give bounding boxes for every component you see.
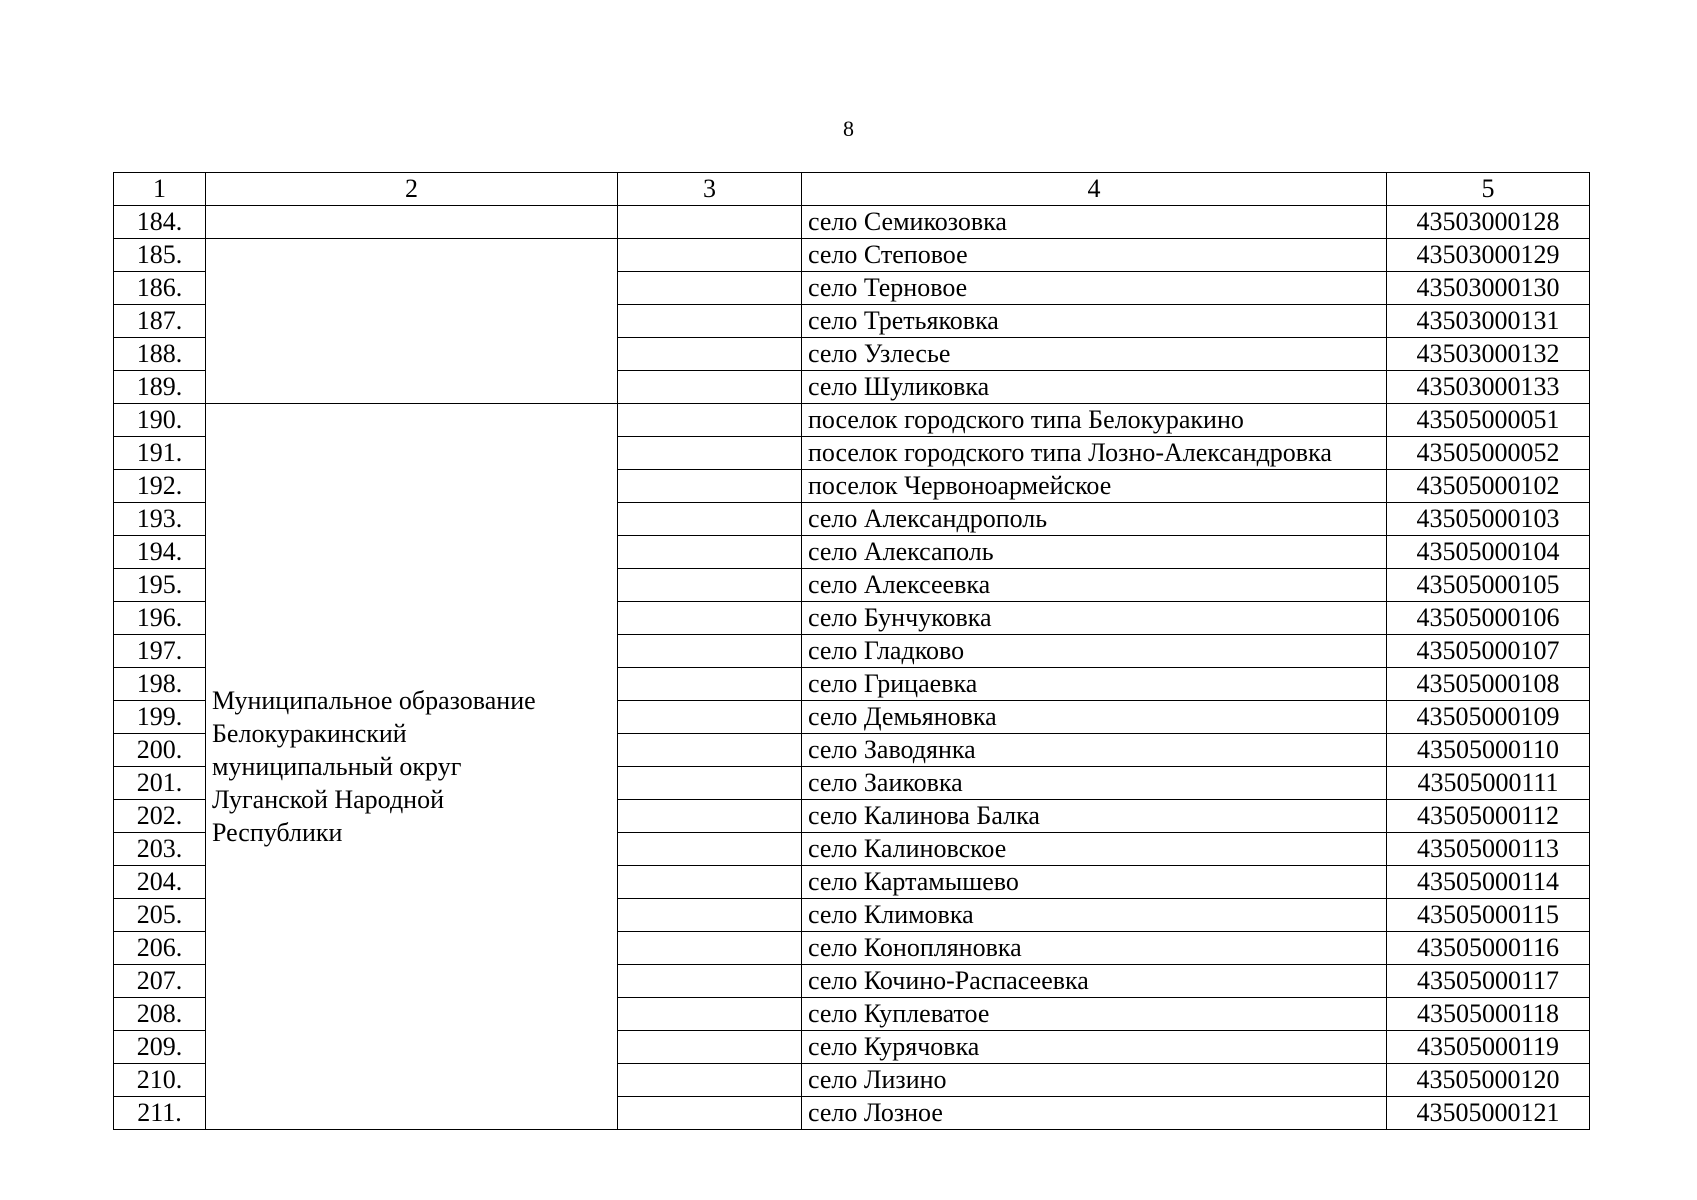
settlement-name: село Лизино: [802, 1064, 1387, 1097]
municipality-name-line: Республики: [212, 818, 343, 847]
settlement-name: село Бунчуковка: [802, 602, 1387, 635]
column-header: 3: [618, 173, 802, 206]
settlement-name: поселок городского типа Лозно-Александровка: [802, 437, 1387, 470]
settlement-code: 43503000133: [1387, 371, 1590, 404]
row-number: 190.: [114, 404, 206, 437]
row-number: 184.: [114, 206, 206, 239]
settlement-code: 43505000107: [1387, 635, 1590, 668]
empty-cell: [618, 503, 802, 536]
empty-cell: [618, 1031, 802, 1064]
settlement-name: село Лозное: [802, 1097, 1387, 1130]
settlement-name: село Узлесье: [802, 338, 1387, 371]
settlement-code: 43505000115: [1387, 899, 1590, 932]
settlement-code: 43503000132: [1387, 338, 1590, 371]
row-number: 206.: [114, 932, 206, 965]
page-number: 8: [843, 116, 854, 141]
settlement-name: село Демьяновка: [802, 701, 1387, 734]
settlement-code: 43505000111: [1387, 767, 1590, 800]
row-number: 197.: [114, 635, 206, 668]
settlement-code: 43505000114: [1387, 866, 1590, 899]
settlement-code: 43505000121: [1387, 1097, 1590, 1130]
table-row: [114, 239, 1590, 272]
row-number: 203.: [114, 833, 206, 866]
settlement-name: село Коноплянoвка: [802, 932, 1387, 965]
settlement-name: поселок Червоноармейское: [802, 470, 1387, 503]
row-number: 200.: [114, 734, 206, 767]
table-row: [114, 404, 1590, 437]
settlements-table: [113, 172, 1590, 1130]
municipality-name-line: Белокуракинский: [212, 719, 407, 748]
empty-cell: [618, 437, 802, 470]
municipality-name-line: Муниципальное образование: [212, 686, 536, 715]
row-number: 211.: [114, 1097, 206, 1130]
settlement-name: поселок городского типа Белокуракино: [802, 404, 1387, 437]
empty-cell: [618, 635, 802, 668]
settlement-name: село Гладково: [802, 635, 1387, 668]
column-header: 4: [802, 173, 1387, 206]
empty-cell: [618, 305, 802, 338]
settlement-code: 43505000109: [1387, 701, 1590, 734]
empty-cell: [618, 767, 802, 800]
settlement-code: 43505000116: [1387, 932, 1590, 965]
settlement-code: 43505000106: [1387, 602, 1590, 635]
empty-cell: [618, 602, 802, 635]
settlement-name: село Терновое: [802, 272, 1387, 305]
row-number: 186.: [114, 272, 206, 305]
settlement-name: село Шуликовка: [802, 371, 1387, 404]
empty-cell: [618, 701, 802, 734]
settlement-code: 43505000119: [1387, 1031, 1590, 1064]
settlement-code: 43505000118: [1387, 998, 1590, 1031]
settlement-code: 43505000117: [1387, 965, 1590, 998]
row-number: 205.: [114, 899, 206, 932]
settlement-name: село Заводянка: [802, 734, 1387, 767]
settlement-name: село Алексаполь: [802, 536, 1387, 569]
empty-cell: [618, 899, 802, 932]
settlement-code: 43505000052: [1387, 437, 1590, 470]
empty-cell: [618, 569, 802, 602]
settlement-code: 43503000130: [1387, 272, 1590, 305]
settlement-code: 43505000112: [1387, 800, 1590, 833]
settlement-name: село Калиновское: [802, 833, 1387, 866]
row-number: 204.: [114, 866, 206, 899]
settlement-code: 43503000131: [1387, 305, 1590, 338]
settlement-name: село Степовое: [802, 239, 1387, 272]
empty-cell: [618, 668, 802, 701]
settlement-name: село Заиковка: [802, 767, 1387, 800]
settlement-code: 43505000104: [1387, 536, 1590, 569]
empty-cell: [618, 932, 802, 965]
settlement-name: село Алексеевка: [802, 569, 1387, 602]
settlement-code: 43505000113: [1387, 833, 1590, 866]
row-number: 187.: [114, 305, 206, 338]
row-number: 191.: [114, 437, 206, 470]
row-number: 209.: [114, 1031, 206, 1064]
row-number: 194.: [114, 536, 206, 569]
row-number: 210.: [114, 1064, 206, 1097]
settlement-code: 43505000051: [1387, 404, 1590, 437]
row-number: 198.: [114, 668, 206, 701]
table-header-row: [114, 173, 1590, 206]
empty-cell: [618, 800, 802, 833]
settlement-code: 43505000110: [1387, 734, 1590, 767]
empty-cell: [618, 404, 802, 437]
column-header: 1: [114, 173, 206, 206]
settlement-code: 43503000129: [1387, 239, 1590, 272]
settlement-code: 43503000128: [1387, 206, 1590, 239]
settlement-name: село Грицаевка: [802, 668, 1387, 701]
municipality-name-line: Луганской Народной: [212, 785, 444, 814]
empty-cell: [618, 965, 802, 998]
row-number: 207.: [114, 965, 206, 998]
settlement-code: 43505000103: [1387, 503, 1590, 536]
municipality-cell: [206, 206, 618, 239]
municipality-cell: [206, 239, 618, 404]
municipality-name-cell: [206, 404, 618, 1130]
settlement-name: село Куплеватое: [802, 998, 1387, 1031]
row-number: 201.: [114, 767, 206, 800]
settlement-name: село Семикозовка: [802, 206, 1387, 239]
settlement-name: село Курячовка: [802, 1031, 1387, 1064]
empty-cell: [618, 371, 802, 404]
row-number: 188.: [114, 338, 206, 371]
settlement-name: село Климовка: [802, 899, 1387, 932]
row-number: 202.: [114, 800, 206, 833]
row-number: 208.: [114, 998, 206, 1031]
settlement-code: 43505000108: [1387, 668, 1590, 701]
settlement-name: село Кочино-Распасеевка: [802, 965, 1387, 998]
column-header: 2: [206, 173, 618, 206]
settlement-name: село Третьяковка: [802, 305, 1387, 338]
settlement-code: 43505000102: [1387, 470, 1590, 503]
empty-cell: [618, 866, 802, 899]
empty-cell: [618, 833, 802, 866]
row-number: 193.: [114, 503, 206, 536]
row-number: 189.: [114, 371, 206, 404]
municipality-name-line: муниципальный округ: [212, 752, 462, 781]
empty-cell: [618, 338, 802, 371]
empty-cell: [618, 272, 802, 305]
empty-cell: [618, 1064, 802, 1097]
settlement-name: село Александрополь: [802, 503, 1387, 536]
settlement-name: село Калинова Балка: [802, 800, 1387, 833]
settlement-name: село Картамышево: [802, 866, 1387, 899]
empty-cell: [618, 734, 802, 767]
row-number: 185.: [114, 239, 206, 272]
row-number: 195.: [114, 569, 206, 602]
empty-cell: [618, 470, 802, 503]
empty-cell: [618, 239, 802, 272]
empty-cell: [618, 1097, 802, 1130]
settlement-code: 43505000105: [1387, 569, 1590, 602]
row-number: 192.: [114, 470, 206, 503]
empty-cell: [618, 206, 802, 239]
table-row: [114, 206, 1590, 239]
empty-cell: [618, 998, 802, 1031]
row-number: 196.: [114, 602, 206, 635]
column-header: 5: [1387, 173, 1590, 206]
settlement-code: 43505000120: [1387, 1064, 1590, 1097]
row-number: 199.: [114, 701, 206, 734]
empty-cell: [618, 536, 802, 569]
